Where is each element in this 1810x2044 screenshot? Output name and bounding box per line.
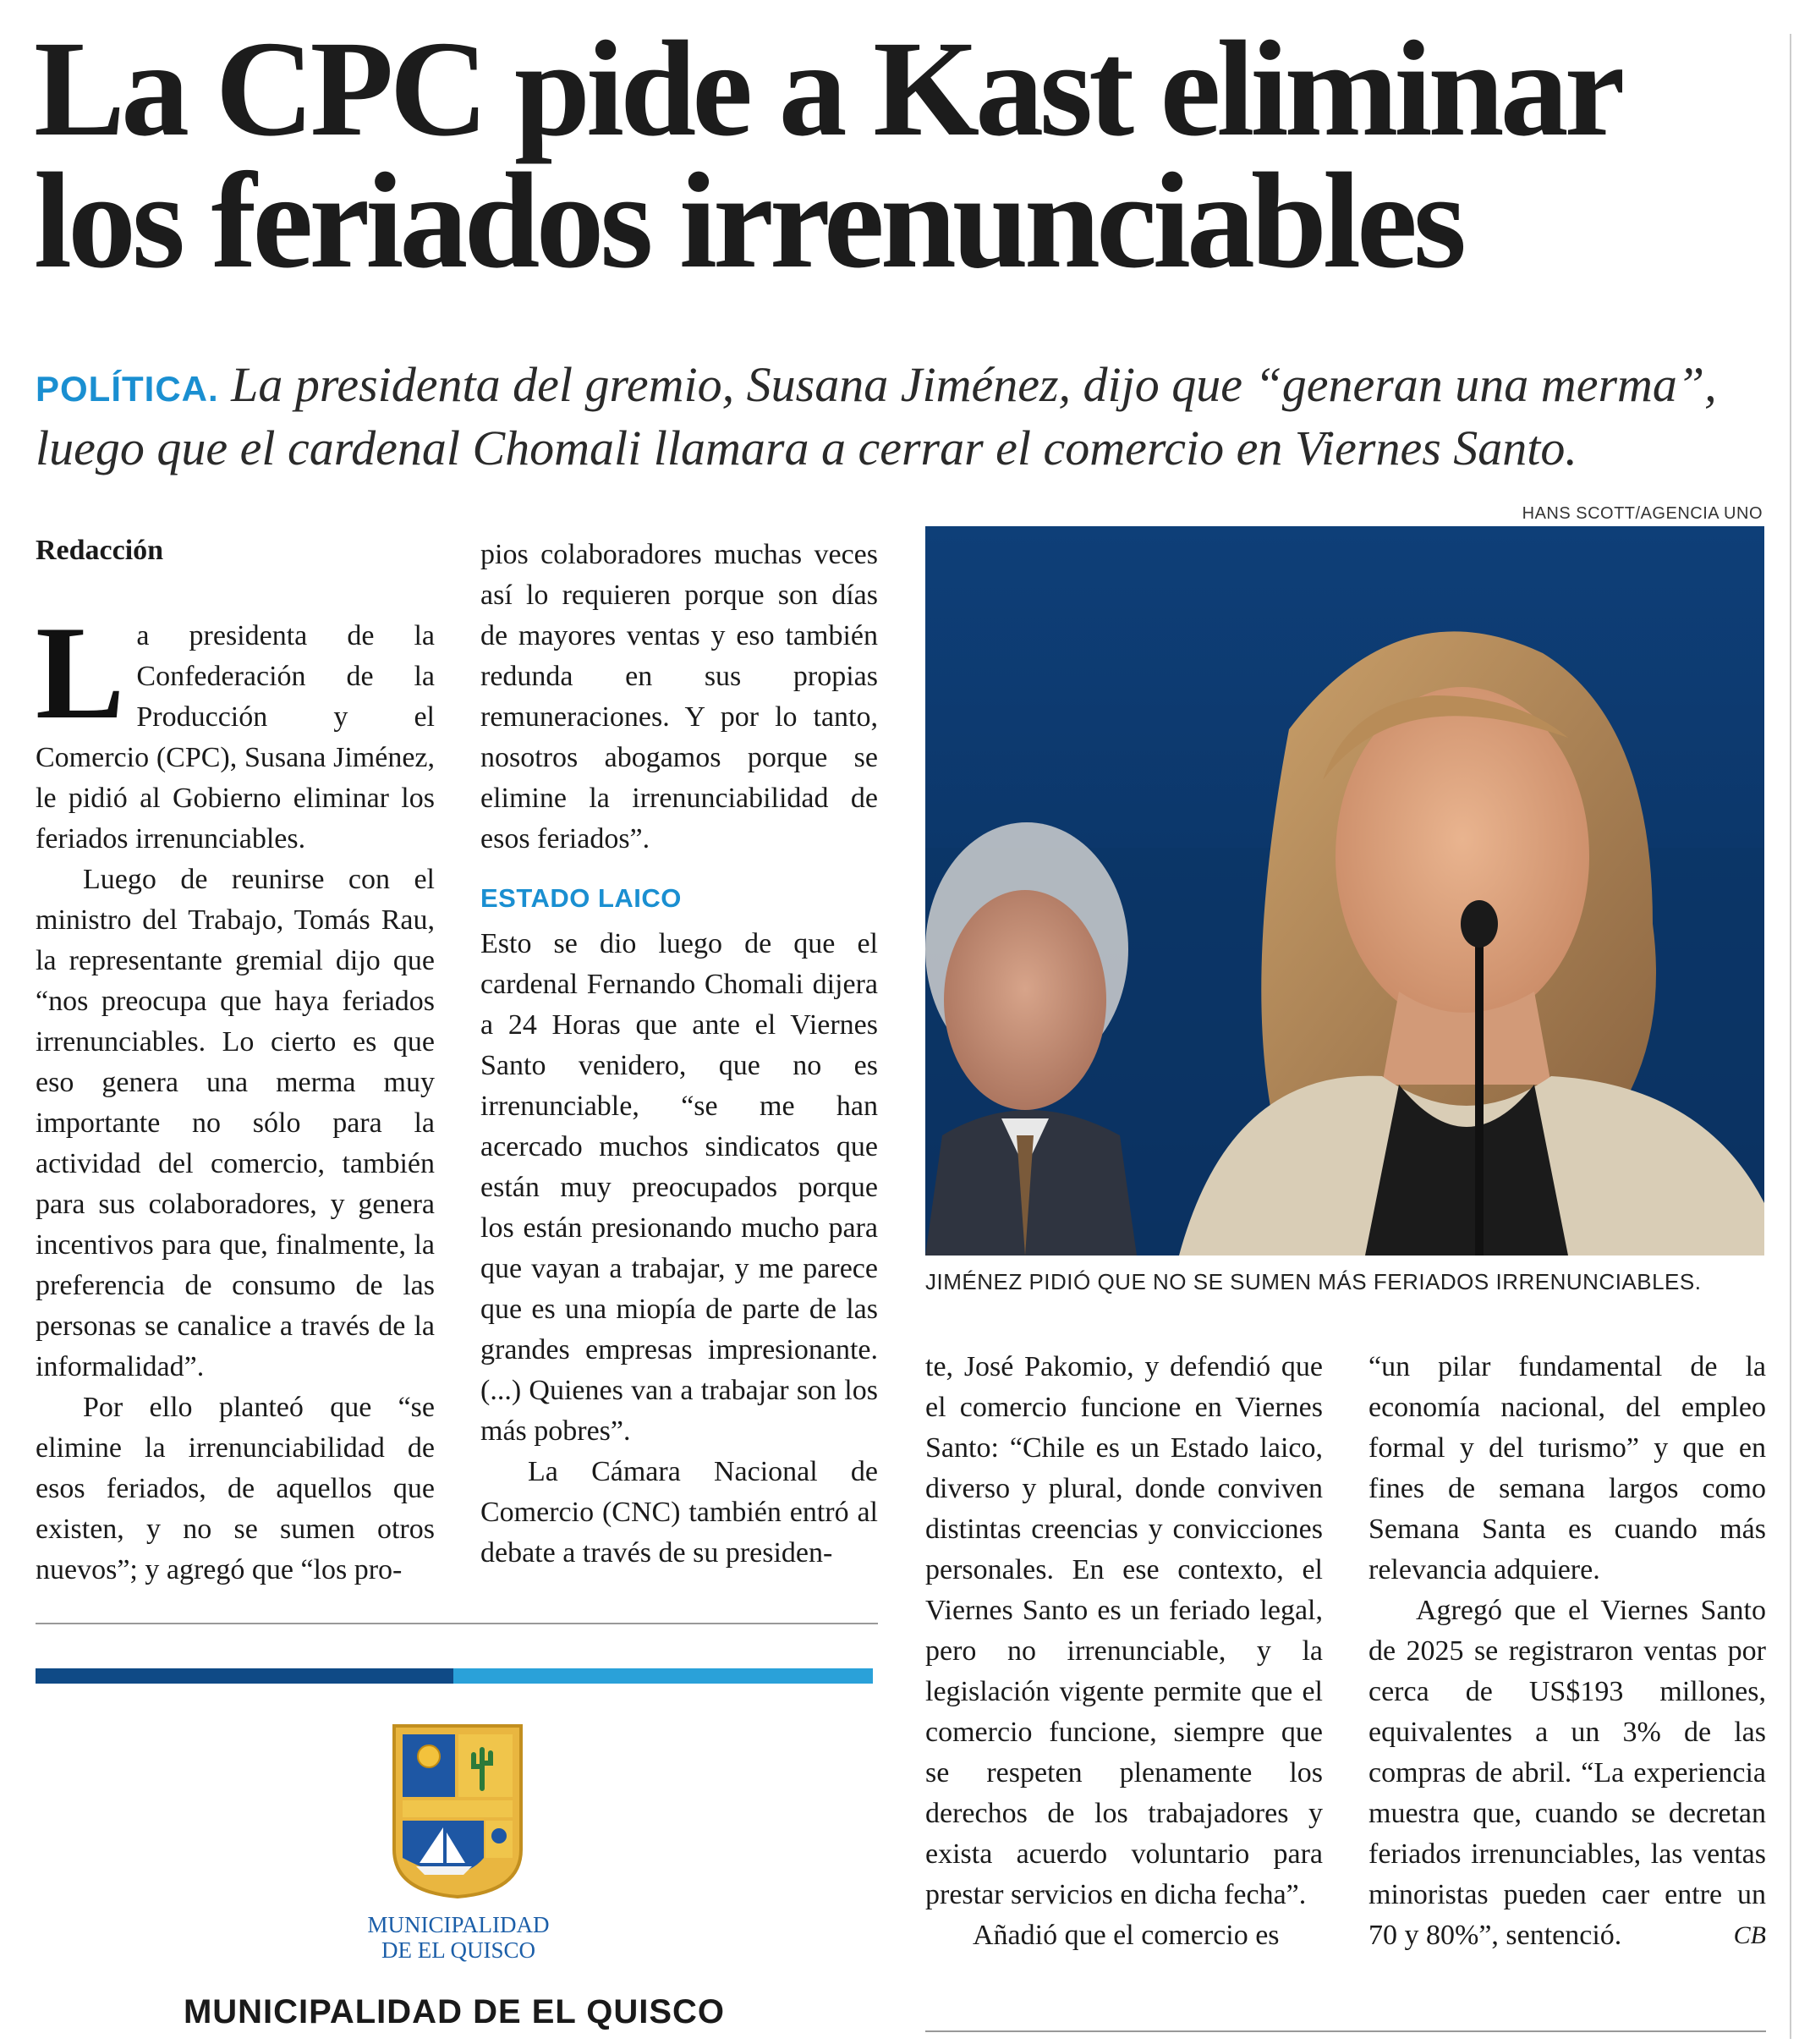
paragraph-6: La Cámara Nacional de Comercio (CNC) también entró al debate a través de su presiden- bbox=[480, 1456, 878, 1569]
photo-credit: HANS SCOTT/AGENCIA UNO bbox=[1522, 504, 1763, 523]
dropcap: L bbox=[36, 599, 125, 747]
column-4 bbox=[1368, 1347, 1766, 1956]
paragraph-10: Agregó que el Viernes Santo de 2025 se registraron ventas por cerca de US$193 millones, equivalentes a un 3% de las compras de abril. “La experiencia muestra que, cuando se decretan feriados irrenunciables, las ventas minoristas pueden caer entre un 70 y 80%”, sentenció. CB bbox=[1368, 1591, 1766, 1956]
paragraph-5: Esto se dio luego de que el cardenal Fernando Chomali dijera a 24 Horas que ante el Viernes Santo venidero, que no es irrenunciable, “se me han acercado muchos sindicatos que están muy preocupados porque los están presionando mucho para que vayan a trabajar, y me parece que es una miopía de parte de las grandes empresas impresionante. (...) Quienes van a trabajar son los más pobres”. bbox=[480, 928, 878, 1447]
subhead-estado-laico: ESTADO LAICO bbox=[480, 883, 682, 913]
municipal-crest-logo bbox=[391, 1723, 524, 1900]
ad-bar-light bbox=[453, 1668, 873, 1684]
paragraph-3: Por ello planteó que “se elimine la irrenunciabilidad de esos feriados, de aquellos que existen, y no se sumen otros nuevos”; y agregó que “los pro- bbox=[36, 1392, 435, 1585]
paragraph-8: Añadió que el comercio es bbox=[973, 1920, 1280, 1951]
byline: Redacción bbox=[36, 535, 164, 566]
ad-municipality-name: MUNICIPALIDAD DE EL QUISCO bbox=[183, 1993, 726, 2030]
page-edge-rule bbox=[1790, 34, 1791, 2039]
paragraph-1: La presidenta de la Confederación de la Producción y el Comercio (CPC), Susana Jiménez, le pidió al Gobierno eliminar los feriados irrenunciables. bbox=[36, 599, 435, 854]
headline-line-1: La CPC pide a Kast eliminar bbox=[34, 14, 1621, 165]
paragraph-7: te, José Pakomio, y defendió que el comercio funcione en Viernes Santo: “Chile es un Estado laico, diverso y plural, donde conviven distintas creencias y convicciones personales. En ese contexto, el Viernes Santo es un feriado legal, pero no irrenunciable, y la legislación vigente permite que el comercio funcione, siempre que se respeten plenamente los derechos de los trabajadores y exista acuerdo voluntario para prestar servicios en dicha fecha”. bbox=[925, 1351, 1323, 1910]
headline bbox=[34, 14, 1776, 297]
photo-caption: JIMÉNEZ PIDIÓ QUE NO SE SUMEN MÁS FERIADOS IRRENUNCIABLES. bbox=[925, 1269, 1702, 1294]
section-tag: POLÍTICA. bbox=[36, 369, 219, 409]
bottom-divider bbox=[925, 2030, 1766, 2032]
crest-label: MUNICIPALIDAD DE EL QUISCO bbox=[367, 1912, 550, 1963]
ad-bar-dark bbox=[36, 1668, 453, 1684]
column-1 bbox=[36, 599, 435, 1591]
article-photo bbox=[925, 526, 1764, 1256]
paragraph-4: pios colaboradores muchas veces así lo requieren porque son días de mayores ventas y eso también redunda en sus propias remuneraciones. Y por lo tanto, nosotros abogamos porque se elimine la irrenunciabilidad de esos feriados”. bbox=[480, 539, 878, 854]
paragraph-2: Luego de reunirse con el ministro del Trabajo, Tomás Rau, la representante gremial dijo que “nos preocupa que haya feriados irrenunciables. Lo cierto es que eso genera una merma muy importante no sólo para la actividad del comercio, también para sus colaboradores, y genera incentivos para que, finalmente, la preferencia de consumo de las personas se canalice a través de la informalidad”. bbox=[36, 864, 435, 1382]
author-signature: CB bbox=[1733, 1921, 1766, 1949]
section-divider bbox=[36, 1623, 878, 1624]
deck bbox=[36, 355, 1778, 478]
headline-line-2: los feriados irrenunciables bbox=[34, 146, 1463, 297]
photo-illustration bbox=[925, 526, 1764, 1256]
column-2 bbox=[480, 535, 878, 1574]
deck-text: La presidenta del gremio, Susana Jiménez, dijo que “generan una merma”, luego que el cardenal Chomali llamara a cerrar el comercio en Viernes Santo. bbox=[36, 357, 1717, 475]
column-3 bbox=[925, 1347, 1323, 1956]
paragraph-9: “un pilar fundamental de la economía nacional, del empleo formal y del turismo” y que en fines de semana largos como Semana Santa es cuando más relevancia adquiere. bbox=[1368, 1351, 1766, 1585]
